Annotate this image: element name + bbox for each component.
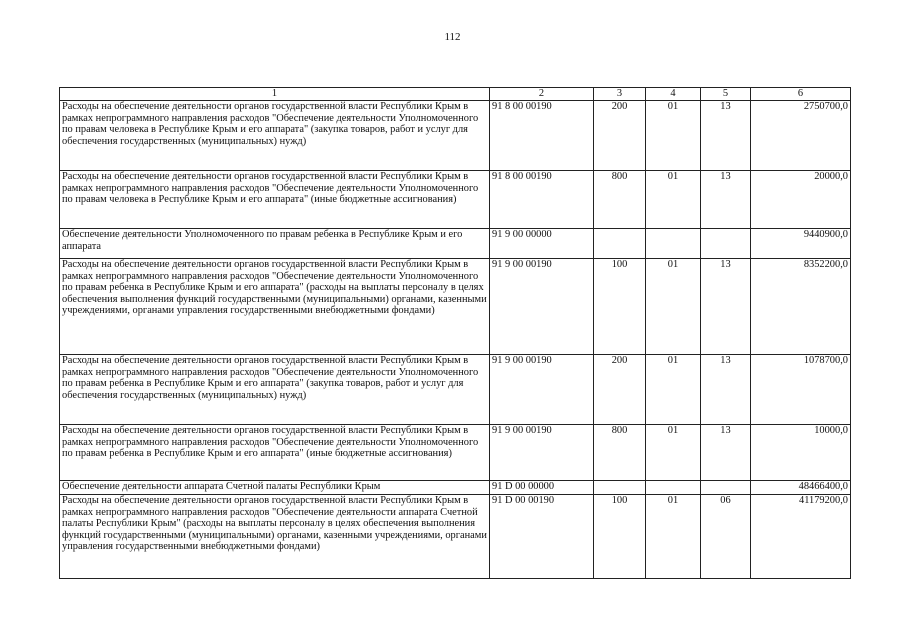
row-subsection xyxy=(701,229,751,259)
table-row xyxy=(60,259,851,355)
row-code: 91 9 00 00190 xyxy=(490,425,594,481)
table-row xyxy=(60,355,851,425)
table-row xyxy=(60,101,851,171)
header-row xyxy=(60,88,851,101)
row-subsection: 13 xyxy=(701,425,751,481)
row-expense-type: 100 xyxy=(594,259,646,355)
row-name: Обеспечение деятельности Уполномоченного по правам ребенка в Республике Крым и его аппарата xyxy=(60,229,490,259)
table-row xyxy=(60,481,851,495)
row-name: Расходы на обеспечение деятельности органов государственной власти Республики Крым в рамках непрограммного направления расходов "Обеспечение деятельности аппарата Счетной палаты Республики Крым" (расходы на выплаты персоналу в целях обеспечения выполнения функций государственными (муниципальными) органами, казенными учреждениями, органами управления государственными внебюджетными фондами) xyxy=(60,495,490,579)
header-col-2: 2 xyxy=(490,88,594,101)
row-sum: 2750700,0 xyxy=(751,101,851,171)
row-code: 91 9 00 00190 xyxy=(490,355,594,425)
table-row xyxy=(60,171,851,229)
row-code: 91 9 00 00000 xyxy=(490,229,594,259)
row-expense-type: 800 xyxy=(594,425,646,481)
row-expense-type: 800 xyxy=(594,171,646,229)
row-sum: 10000,0 xyxy=(751,425,851,481)
row-section: 01 xyxy=(646,171,701,229)
row-section: 01 xyxy=(646,355,701,425)
row-subsection: 13 xyxy=(701,259,751,355)
row-section xyxy=(646,229,701,259)
table-row xyxy=(60,495,851,579)
header-col-1: 1 xyxy=(60,88,490,101)
row-name: Расходы на обеспечение деятельности органов государственной власти Республики Крым в рамках непрограммного направления расходов "Обеспечение деятельности Уполномоченного по правам ребенка в Республике Крым и его аппарата" (иные бюджетные ассигнования) xyxy=(60,425,490,481)
row-code: 91 8 00 00190 xyxy=(490,171,594,229)
header-col-4: 4 xyxy=(646,88,701,101)
row-subsection xyxy=(701,481,751,495)
row-name: Расходы на обеспечение деятельности органов государственной власти Республики Крым в рамках непрограммного направления расходов "Обеспечение деятельности Уполномоченного по правам человека в Республике Крым и его аппарата" (закупка товаров, работ и услуг для обеспечения государственных (муниципальных) нужд) xyxy=(60,101,490,171)
table-row xyxy=(60,425,851,481)
header-col-6: 6 xyxy=(751,88,851,101)
header-col-5: 5 xyxy=(701,88,751,101)
row-subsection: 13 xyxy=(701,101,751,171)
row-section: 01 xyxy=(646,259,701,355)
row-expense-type xyxy=(594,229,646,259)
row-subsection: 13 xyxy=(701,355,751,425)
row-name: Расходы на обеспечение деятельности органов государственной власти Республики Крым в рамках непрограммного направления расходов "Обеспечение деятельности Уполномоченного по правам человека в Республике Крым и его аппарата" (иные бюджетные ассигнования) xyxy=(60,171,490,229)
row-sum: 1078700,0 xyxy=(751,355,851,425)
row-section: 01 xyxy=(646,425,701,481)
page-number: 112 xyxy=(444,31,461,43)
budget-table xyxy=(59,87,851,579)
row-sum: 48466400,0 xyxy=(751,481,851,495)
row-code: 91 9 00 00190 xyxy=(490,259,594,355)
row-expense-type: 100 xyxy=(594,495,646,579)
row-name: Расходы на обеспечение деятельности органов государственной власти Республики Крым в рамках непрограммного направления расходов "Обеспечение деятельности Уполномоченного по правам ребенка в Республике Крым и его аппарата" (закупка товаров, работ и услуг для обеспечения государственных (муниципальных) нужд) xyxy=(60,355,490,425)
row-sum: 41179200,0 xyxy=(751,495,851,579)
row-sum: 9440900,0 xyxy=(751,229,851,259)
row-name: Расходы на обеспечение деятельности органов государственной власти Республики Крым в рамках непрограммного направления расходов "Обеспечение деятельности Уполномоченного по правам ребенка в Республике Крым и его аппарата" (расходы на выплаты персоналу в целях обеспечения выполнения функций государственными (муниципальными) органами, казенными учреждениями, органами управления государственными внебюджетными фондами) xyxy=(60,259,490,355)
table-row xyxy=(60,229,851,259)
row-expense-type: 200 xyxy=(594,101,646,171)
row-code: 91 8 00 00190 xyxy=(490,101,594,171)
row-section xyxy=(646,481,701,495)
row-sum: 8352200,0 xyxy=(751,259,851,355)
row-code: 91 D 00 00190 xyxy=(490,495,594,579)
row-subsection: 06 xyxy=(701,495,751,579)
row-expense-type: 200 xyxy=(594,355,646,425)
row-name: Обеспечение деятельности аппарата Счетной палаты Республики Крым xyxy=(60,481,490,495)
row-sum: 20000,0 xyxy=(751,171,851,229)
row-section: 01 xyxy=(646,101,701,171)
row-section: 01 xyxy=(646,495,701,579)
row-subsection: 13 xyxy=(701,171,751,229)
row-code: 91 D 00 00000 xyxy=(490,481,594,495)
row-expense-type xyxy=(594,481,646,495)
header-col-3: 3 xyxy=(594,88,646,101)
